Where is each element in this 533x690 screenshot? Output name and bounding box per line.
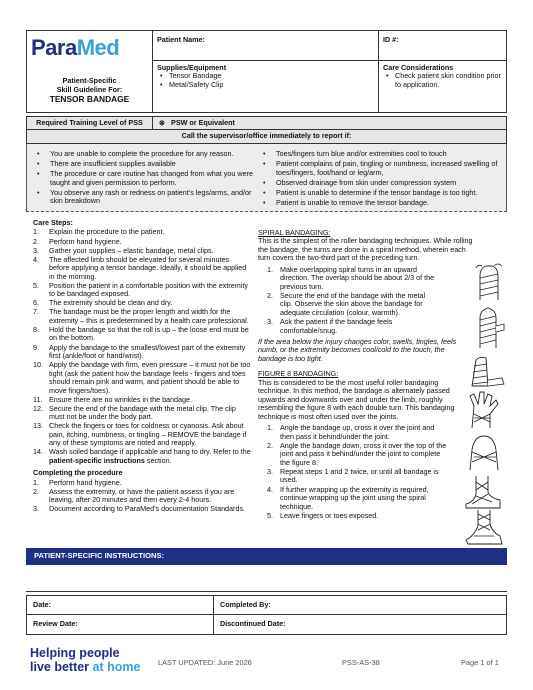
care-steps-title: Care Steps: bbox=[33, 218, 73, 227]
spiral-warning-note: If the area below the injury changes color, swells, tingles, feels numb, or the extremity becomes cool/cold to the touch, the bandage is too tight. bbox=[258, 337, 457, 363]
report-item: • You are unable to complete the procedure for any reason. bbox=[35, 150, 257, 158]
guideline-line2: Skill Guideline For: bbox=[56, 85, 123, 94]
date-field[interactable]: Date: bbox=[27, 596, 214, 615]
care-step: 11. Ensure there are no wrinkles in the bandage. bbox=[33, 394, 193, 404]
sign-off-table bbox=[26, 595, 507, 635]
circle-x-icon: ⊗ bbox=[159, 118, 166, 127]
spiral-step: 3. Ask the patient if the bandage feels comfortable/snug. bbox=[267, 317, 393, 335]
care-step: 4. The affected limb should be elevated for several minutes before applying a tensor bandage. Ideally, it should be applied in the morning. bbox=[33, 254, 247, 281]
guideline-line1: Patient-Specific bbox=[62, 76, 117, 85]
page-number: Page 1 of 1 bbox=[461, 658, 499, 667]
report-item: • Toes/fingers turn blue and/or extremities cool to touch bbox=[261, 150, 503, 158]
spiral-step: 1. Make overlapping spiral turns in an upward direction. The overlap should be about 2/3 of the previous turn. bbox=[267, 264, 435, 291]
care-step: 9. Apply the bandage to the smallest/lowest part of the extremity first (ankle/foot or hand/wrist). bbox=[33, 342, 246, 361]
care-step: 3. Gather your supplies – elastic bandage, metal clips. bbox=[33, 245, 214, 255]
figure8-step: 1. Angle the bandage up, cross it over the joint and then pass it behind/under the joint. bbox=[267, 423, 435, 441]
figure8-ankle-icon bbox=[462, 474, 506, 510]
spiral-wrap-forearm-icon bbox=[470, 306, 508, 350]
spiral-wrap-hand-icon bbox=[468, 262, 508, 302]
spiral-title: SPIRAL BANDAGING: bbox=[258, 228, 331, 237]
report-item: • Patient is unable to determine if the tensor bandage is too tight. bbox=[261, 189, 503, 197]
report-left-column bbox=[35, 150, 257, 207]
tagline bbox=[30, 646, 140, 675]
spiral-step: 2. Secure the end of the bandage with the metal clip. Observe the skin above the bandage for adequate circulation (colour, warmth). bbox=[267, 290, 426, 317]
tagline-line1: Helping people bbox=[30, 646, 120, 660]
completing-step: 2. Assess the extremity, or have the patient assess if you are leaving, after 20 minutes and then every 2-4 hours. bbox=[33, 486, 235, 505]
spiral-wrap-leg-icon bbox=[466, 354, 508, 388]
figure8-foot-icon bbox=[462, 508, 506, 546]
guideline-title: TENSOR BANDAGE bbox=[49, 94, 130, 104]
completing-step: 3. Document according to ParaMed’s documentation Standards. bbox=[33, 504, 246, 514]
tagline-line2: live better at home bbox=[30, 660, 141, 675]
report-item: • The procedure or care routine has changed from what you were taught and given permission to perform. bbox=[35, 170, 257, 187]
report-conditions bbox=[26, 144, 507, 212]
figure8-hand-icon bbox=[462, 390, 506, 430]
discontinued-date-field[interactable]: Discontinued Date: bbox=[220, 619, 286, 628]
header-table bbox=[26, 30, 507, 113]
last-updated: LAST UPDATED: June 2026 bbox=[158, 658, 252, 667]
completed-by-field[interactable]: Completed By: bbox=[214, 596, 506, 615]
spiral-intro: This is the simplest of the roller bandaging techniques. While rolling the bandage, the turns are done in a spiral method, wherein each turn covers the two-third part of the preceding turn. bbox=[258, 236, 473, 263]
supply-item: • Metal/Safety Clip bbox=[157, 81, 374, 89]
figure8-title: FIGURE 8 BANDAGING: bbox=[258, 369, 339, 379]
completing-title: Completing the procedure bbox=[33, 468, 123, 478]
figure8-step: 5. Leave fingers or toes exposed. bbox=[267, 510, 379, 520]
considerations-label: Care Considerations bbox=[383, 63, 454, 72]
care-step: 10. Apply the bandage with firm, even pressure – it must not be too tight (ask the patient how the bandage feels - fingers and toes should remain pink and warm, and patient should be able to move fingers/toes). bbox=[33, 360, 251, 395]
considerations-cell bbox=[379, 61, 506, 112]
call-supervisor-banner: Call the supervisor/office immediately to report if: bbox=[26, 130, 507, 144]
supply-item: • Tensor Bandage bbox=[157, 72, 374, 80]
care-step: 7. The bandage must be the proper length and width for the extremity – this is predetermined by a health care professional. bbox=[33, 307, 249, 325]
care-step: 12. Secure the end of the bandage with the metal clip. The clip must not be under the body part. bbox=[33, 403, 236, 422]
logo-cell bbox=[27, 31, 153, 112]
report-item: • You observe any rash or redness on patient’s legs/arms, and/or skin breakdown bbox=[35, 189, 257, 206]
report-item: • Patient is unable to remove the tensor bandage. bbox=[261, 199, 503, 207]
completing-step: 1. Perform hand hygiene. bbox=[33, 477, 122, 487]
figure8-step: 3. Repeat steps 1 and 2 twice, or until all bandage is used. bbox=[267, 466, 439, 485]
care-step: 1. Explain the procedure to the patient. bbox=[33, 227, 165, 237]
care-step: 5. Position the patient in a comfortable position with the extremity to be bandaged exposed. bbox=[33, 280, 248, 299]
care-steps-column bbox=[33, 219, 251, 514]
training-value: PSW or Equivalent bbox=[171, 118, 235, 127]
care-step: 6. The extremity should be clean and dry. bbox=[33, 298, 173, 308]
patient-id-field[interactable] bbox=[379, 31, 506, 61]
care-step: 13. Check the fingers or toes for coldness or cyanosis. Ask about pain, itching, numbness, or tingling – REMOVE the bandage if any of these symptoms are noted and reapply. bbox=[33, 421, 247, 448]
figure8-step: 2. Angle the bandage down, cross it over the top of the joint and pass it behind/under the joint to complete the figure 8. bbox=[267, 440, 447, 467]
supplies-cell bbox=[153, 61, 379, 112]
supplies-label: Supplies/Equipment bbox=[157, 63, 227, 72]
report-item: • Patient complains of pain, tingling or numbness, increased swelling of toes/fingers, foot/hand or leg/arm, bbox=[261, 160, 503, 177]
report-item: • Observed drainage from skin under compression system bbox=[261, 179, 503, 187]
patient-id-label: ID #: bbox=[383, 35, 399, 44]
care-step: 8. Hold the bandage so that the roll is up – the loose end must be on the bottom. bbox=[33, 324, 249, 343]
training-value-wrap bbox=[159, 119, 235, 127]
paramed-logo: ParaMed bbox=[31, 35, 120, 60]
figure8-step: 4. If further wrapping up the extremity is required, continue wrapping up the joint using the spiral technique. bbox=[267, 484, 429, 511]
guideline-title-block bbox=[27, 76, 152, 105]
care-step: 14. Wash soiled bandage if applicable and hang to dry. Refer to the patient-specific instructions section. bbox=[33, 447, 251, 465]
patient-name-field[interactable] bbox=[153, 31, 379, 61]
training-label: Required Training Level of PSS bbox=[27, 117, 153, 129]
training-row bbox=[26, 116, 507, 130]
review-date-field[interactable]: Review Date: bbox=[27, 615, 214, 634]
report-right-column bbox=[261, 150, 503, 209]
instructions-header: PATIENT-SPECIFIC INSTRUCTIONS: bbox=[26, 548, 507, 565]
care-step: 2. Perform hand hygiene. bbox=[33, 236, 122, 246]
bandaging-techniques-column bbox=[258, 229, 476, 521]
document-code: PSS-AS-38 bbox=[342, 658, 380, 667]
figure8-intro: This is considered to be the most useful roller bandaging technique. In this method, the bandage is alternately passed upwards and downwards over and under the limb, roughly resembling the figure 8 with each double turn. This bandaging technique is most often used over the joints. bbox=[258, 377, 455, 421]
consideration-item: • Check patient skin condition prior to application. bbox=[383, 72, 502, 89]
patient-name-label: Patient Name: bbox=[157, 35, 205, 44]
report-item: • There are insufficient supplies available bbox=[35, 160, 257, 168]
instructions-area[interactable] bbox=[26, 565, 507, 592]
figure8-wrist-icon bbox=[462, 432, 506, 472]
